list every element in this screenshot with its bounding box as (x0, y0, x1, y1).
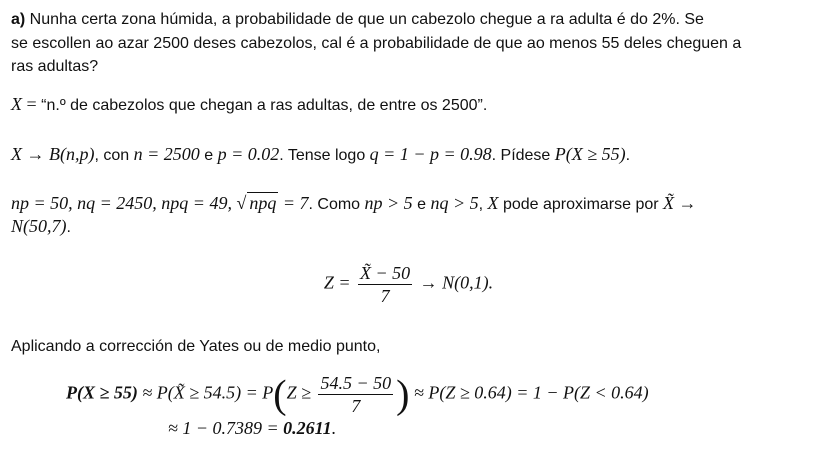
bin-t4: . Pídese (491, 147, 555, 164)
approx-normal: N(50,7) (11, 216, 67, 236)
problem-line-1 (11, 9, 806, 30)
final-answer: 0.2611 (283, 418, 332, 438)
approx-t1: . Como (308, 196, 365, 213)
result-line-2 (168, 418, 768, 440)
approx-t4: pode aproximarse por (498, 196, 664, 213)
bin-t3: . Tense logo (279, 147, 370, 164)
z-fraction (358, 262, 412, 307)
problem-line-3: ras adultas? (11, 58, 99, 75)
bin-t1: , con (94, 147, 134, 164)
problem-label: a) (11, 11, 26, 28)
def-text: “n.º de cabezolos que chegan a ras adultas, de entre os 2500”. (41, 97, 488, 114)
binomial-line (11, 144, 806, 166)
z-numerator: X̃ − 50 (360, 263, 411, 283)
bin-q: q = 1 − p = 0.98 (369, 144, 492, 164)
result-denominator: 7 (351, 396, 361, 416)
result-r2: ≈ P(Z ≥ 0.64) = 1 − P(Z < 0.64) (409, 382, 649, 403)
z-lhs: Z = (323, 272, 355, 293)
bin-var: X (11, 144, 22, 164)
bin-p: p = 0.02 (217, 144, 280, 164)
problem-line-2: se escollen ao azar 2500 deses cabezolos, cal é a probabilidade de que ao menos 55 deles cheguen a (11, 35, 742, 52)
approx-e2: = 7 (278, 193, 309, 213)
bin-t2: e (199, 147, 218, 164)
yates-sentence: Aplicando a corrección de Yates ou de medio punto, (11, 338, 381, 355)
bin-n: n = 2500 (133, 144, 200, 164)
approx-t3: , (478, 196, 488, 213)
def-eq: = (22, 94, 42, 114)
def-var: X (11, 94, 22, 114)
sqrt-symbol: √ (236, 193, 247, 213)
bin-ask: P(X ≥ 55) (554, 144, 626, 164)
bin-dist: → B(n,p) (22, 144, 95, 164)
z-rhs: → N(0,1). (415, 272, 494, 293)
result-line2-a: ≈ 1 − 0.7389 = (168, 418, 284, 438)
approx-c2: nq > 5 (430, 193, 479, 213)
approx-xvar: X (487, 193, 499, 213)
result-lhs: P(X ≥ 55) (66, 382, 138, 403)
result-line-1 (66, 372, 811, 422)
approx-line-2 (11, 216, 806, 238)
problem-text-1: Nunha certa zona húmida, a probabilidade de que un cabezolo chegue a ra adulta é do 2%. Se (25, 11, 704, 28)
z-formula (0, 262, 817, 312)
variable-definition (11, 94, 806, 116)
result-r1: ≈ P(X̃ ≥ 54.5) = P (137, 382, 274, 403)
sqrt-body: npq (249, 193, 277, 213)
approx-t2: e (412, 196, 431, 213)
approx-xt: X̃ → (663, 193, 697, 213)
z-denominator: 7 (380, 286, 390, 306)
result-lparen: ( (273, 371, 287, 417)
bin-t5: . (625, 147, 631, 164)
result-numerator: 54.5 − 50 (320, 373, 392, 393)
approx-line2-end: . (66, 219, 71, 236)
result-rparen: ) (396, 371, 410, 417)
approx-line-1 (11, 192, 806, 215)
approx-e1: np = 50, nq = 2450, npq = 49, (11, 193, 237, 213)
approx-c1: np > 5 (364, 193, 413, 213)
result-fraction (318, 372, 393, 417)
result-z-ge: Z ≥ (286, 382, 316, 403)
result-line2-end: . (331, 418, 337, 438)
